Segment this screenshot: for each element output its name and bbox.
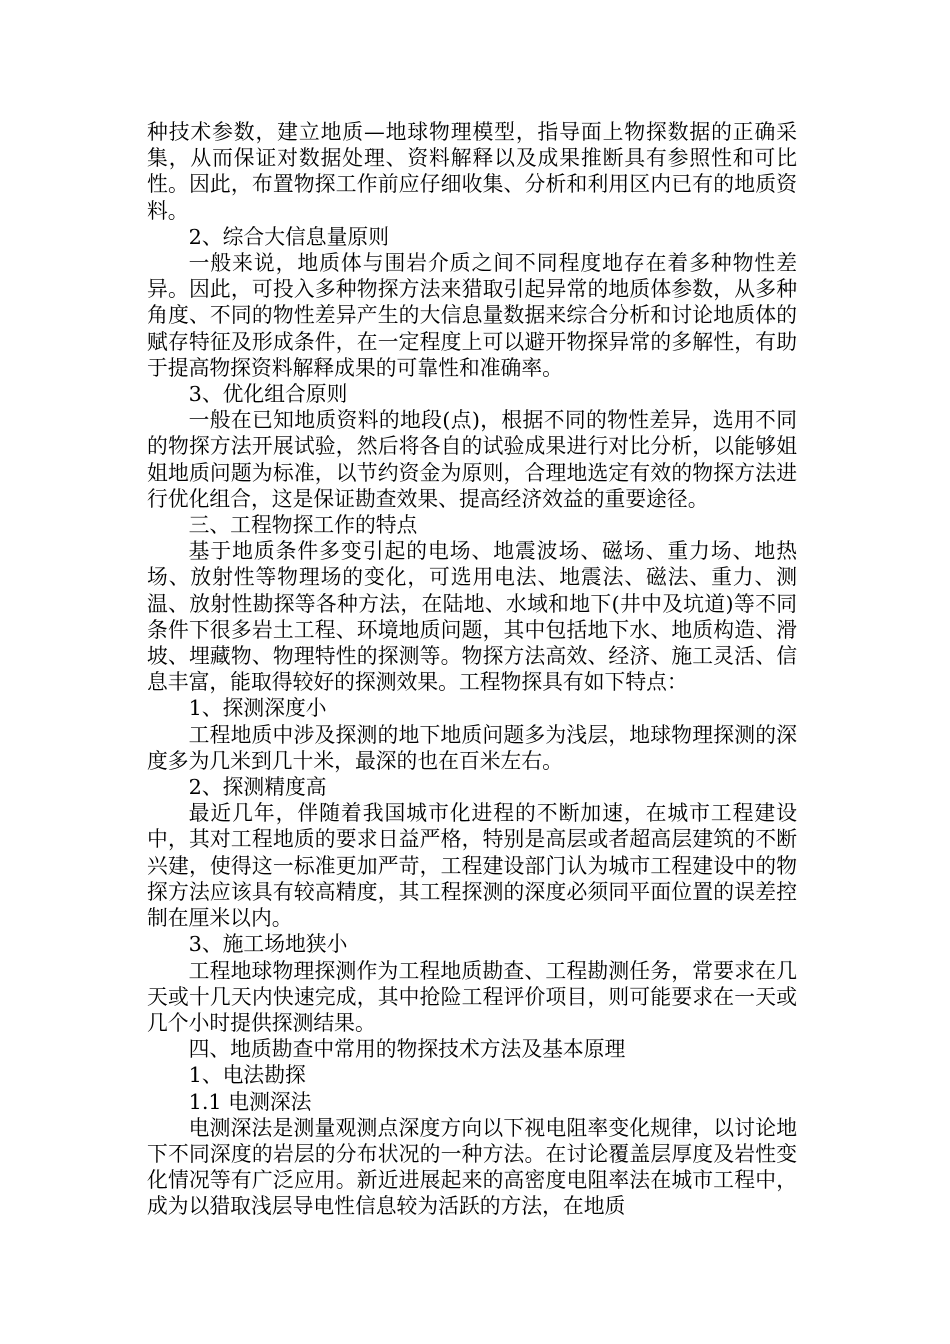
paragraph-principle-3: 一般在已知地质资料的地段(点)，根据不同的物性差异，选用不同的物探方法开展试验，然后将各自的试验成果进行对比分析，以能够姐姐地质问题为标准，以节约资金为原则，合理地选定有效的物探方法进行优化组合，这是保证勘查效果、提高经济效益的重要途径。 <box>147 408 797 511</box>
paragraph-method-1-1: 电测深法是测量观测点深度方向以下视电阻率变化规律，以讨论地下不同深度的岩层的分布状况的一种方法。在讨论覆盖层厚度及岩性变化情况等有广泛应用。新近进展起来的高密度电阻率法在城市工程中，成为以猎取浅层导电性信息较为活跃的方法，在地质 <box>147 1115 797 1219</box>
paragraph-feature-3: 工程地球物理探测作为工程地质勘查、工程勘测任务，常要求在几天或十几天内快速完成，其中抢险工程评价项目，则可能要求在一天或几个小时提供探测结果。 <box>147 958 797 1035</box>
heading-method-1-1: 1.1 电测深法 <box>188 1089 312 1114</box>
heading-feature-2: 2、探测精度高 <box>188 775 327 800</box>
paragraph-section-3: 基于地质条件多变引起的电场、地震波场、磁场、重力场、地热场、放射性等物理场的变化，可选用电法、地震法、磁法、重力、测温、放射性勘探等各种方法，在陆地、水域和地下(井中及坑道)等不同条件下很多岩土工程、环境地质问题，其中包括地下水、地质构造、滑坡、埋藏物、物理特性的探测等。物探方法高效、经济、施工灵活、信息丰富，能取得较好的探测效果。工程物探具有如下特点： <box>147 539 797 695</box>
section-heading-4: 四、地质勘查中常用的物探技术方法及基本原理 <box>188 1037 626 1062</box>
paragraph-feature-1: 工程地质中涉及探测的地下地质问题多为浅层，地球物理探测的深度多为几米到几十米，最深的也在百米左右。 <box>147 722 797 773</box>
heading-principle-2: 2、综合大信息量原则 <box>188 224 389 249</box>
paragraph-feature-2: 最近几年，伴随着我国城市化进程的不断加速，在城市工程建设中，其对工程地质的要求日益严格，特别是高层或者超高层建筑的不断兴建，使得这一标准更加严苛，工程建设部门认为城市工程建设中的物探方法应该具有较高精度，其工程探测的深度必须同平面位置的误差控制在厘米以内。 <box>147 801 797 931</box>
heading-method-1: 1、电法勘探 <box>188 1063 306 1088</box>
heading-principle-3: 3、优化组合原则 <box>188 382 348 407</box>
section-heading-3: 三、工程物探工作的特点 <box>188 513 418 538</box>
heading-feature-3: 3、施工场地狭小 <box>188 932 348 957</box>
paragraph-principle-2: 一般来说，地质体与围岩介质之间不同程度地存在着多种物性差异。因此，可投入多种物探方法来猎取引起异常的地质体参数，从多种角度、不同的物性差异产生的大信息量数据来综合分析和讨论地质体的赋存特征及形成条件，在一定程度上可以避开物探异常的多解性，有助于提高物探资料解释成果的可靠性和准确率。 <box>147 251 797 380</box>
paragraph-continuation: 种技术参数，建立地质—地球物理模型，指导面上物探数据的正确采集，从而保证对数据处理、资料解释以及成果推断具有参照性和可比性。因此，布置物探工作前应仔细收集、分析和利用区内已有的地质资料。 <box>147 120 797 223</box>
document-page <box>147 119 797 1220</box>
heading-feature-1: 1、探测深度小 <box>188 696 327 721</box>
